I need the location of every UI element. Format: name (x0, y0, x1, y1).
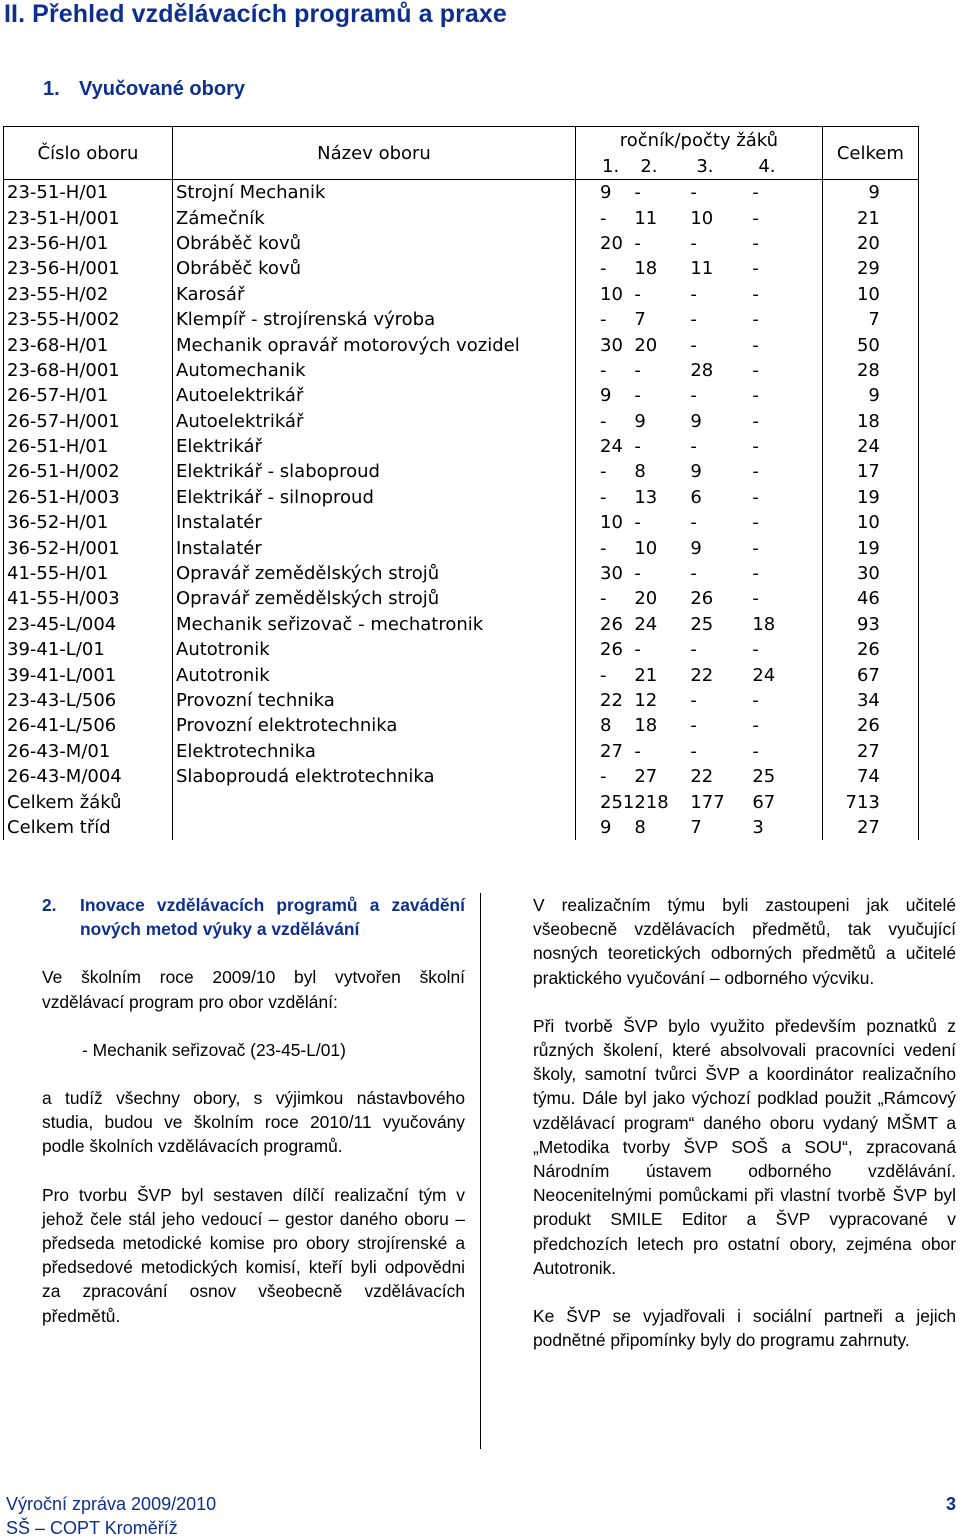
right-paragraph-1: V realizačním týmu byli zastoupeni jak učitelé všeobecně vzdělávacích předmětů, tak vyučující nosných teoretických odborných předmětů a učitelé praktického vyučování – odborného výcviku. (533, 895, 956, 988)
cell-year-2: 11 (634, 207, 658, 229)
header-year-1: 1. (576, 153, 635, 180)
cell-code: 23-51-H/01 (4, 180, 173, 206)
cell-year-2: 27 (634, 766, 658, 788)
cell-year-3: 10 (690, 207, 714, 229)
section-1-heading (43, 78, 245, 101)
table-row (4, 612, 919, 637)
cell-year-3: - (690, 232, 697, 254)
cell-year-3: - (690, 283, 697, 305)
table-row (4, 586, 919, 611)
cell-year-1: 10 (576, 282, 635, 307)
table-row (4, 358, 919, 383)
cell-year-4: - (752, 358, 822, 383)
cell-total: 7 (822, 307, 918, 332)
cell-year-4: 24 (752, 662, 822, 687)
cell-year-2: 218 (634, 791, 669, 813)
table-row (4, 282, 919, 307)
cell-name: Instalatér (173, 510, 576, 535)
table-row (4, 231, 919, 256)
cell-name: Elektrotechnika (173, 739, 576, 764)
cell-name: Provozní elektrotechnika (173, 713, 576, 738)
cell-year-4: - (752, 739, 822, 764)
cell-total: 46 (822, 586, 918, 611)
cell-year-3: 22 (690, 664, 714, 686)
cell-total: 24 (822, 434, 918, 459)
cell-name: Slaboproudá elektrotechnika (173, 764, 576, 789)
cell-total: 10 (822, 282, 918, 307)
table-row (4, 434, 919, 459)
table-row (4, 662, 919, 687)
section-1-title: Vyučované obory (79, 78, 245, 100)
cell-year-2: 20 (634, 588, 658, 610)
table-row (4, 485, 919, 510)
cell-year-2: 18 (634, 258, 658, 280)
footer-school-name: SŠ – COPT Kroměříž (6, 1518, 178, 1538)
cell-code: 23-43-L/506 (4, 688, 173, 713)
cell-year-4: - (752, 434, 822, 459)
cell-year-2: 8 (634, 816, 646, 838)
cell-total: 18 (822, 409, 918, 434)
cell-name: Mechanik opravář motorových vozidel (173, 332, 576, 357)
cell-code: 23-56-H/001 (4, 256, 173, 281)
cell-year-3: - (690, 309, 697, 331)
cell-code: 26-41-L/506 (4, 713, 173, 738)
cell-name: Autotronik (173, 662, 576, 687)
cell-year-2: 20 (634, 334, 658, 356)
cell-year-1: - (576, 586, 635, 611)
table-row (4, 789, 919, 814)
cell-year-1: 30 (576, 561, 635, 586)
cell-code: Celkem žáků (4, 789, 173, 814)
table-row (4, 637, 919, 662)
cell-code: 26-51-H/002 (4, 459, 173, 484)
cell-name: Elektrikář (173, 434, 576, 459)
cell-year-2: - (634, 283, 641, 305)
cell-year-4: 3 (752, 815, 822, 840)
cell-year-3: 7 (690, 816, 702, 838)
cell-year-3: - (690, 334, 697, 356)
cell-year-4: - (752, 332, 822, 357)
cell-year-1: 24 (576, 434, 635, 459)
cell-code: Celkem tříd (4, 815, 173, 840)
cell-code: 39-41-L/001 (4, 662, 173, 687)
cell-year-3: 9 (690, 537, 702, 559)
cell-year-2: 12 (634, 690, 658, 711)
cell-year-4: - (752, 205, 822, 230)
cell-year-1: - (576, 256, 635, 281)
cell-code: 23-55-H/002 (4, 307, 173, 332)
cell-name: Provozní technika (173, 688, 576, 713)
cell-code: 26-57-H/001 (4, 409, 173, 434)
cell-year-2: - (634, 232, 641, 254)
cell-name: Autoelektrikář (173, 409, 576, 434)
cell-name: Obráběč kovů (173, 231, 576, 256)
cell-name (173, 815, 576, 840)
cell-code: 23-51-H/001 (4, 205, 173, 230)
cell-total: 27 (822, 739, 918, 764)
cell-year-2: 13 (634, 486, 658, 508)
cell-name: Autoelektrikář (173, 383, 576, 408)
table-row (4, 688, 919, 713)
header-years-group: ročník/počty žáků (576, 127, 823, 154)
cell-year-4: - (752, 535, 822, 560)
table-row (4, 739, 919, 764)
cell-year-4: 18 (752, 612, 822, 637)
table-row (4, 409, 919, 434)
cell-year-1: 26 (576, 612, 635, 637)
table-row (4, 815, 919, 840)
cell-year-3: - (690, 715, 697, 737)
header-year-2: 2. (634, 153, 690, 180)
cell-code: 26-57-H/01 (4, 383, 173, 408)
cell-year-3: - (690, 740, 697, 762)
cell-year-1: - (576, 764, 635, 789)
cell-year-4: 67 (752, 789, 822, 814)
cell-year-4: - (752, 637, 822, 662)
cell-year-1: - (576, 205, 635, 230)
page-number: 3 (945, 1494, 956, 1514)
cell-year-2: - (634, 359, 641, 381)
cell-code: 23-68-H/001 (4, 358, 173, 383)
cell-year-3: - (690, 563, 697, 585)
footer-report-title: Výroční zpráva 2009/2010 (6, 1494, 217, 1514)
cell-total: 19 (822, 485, 918, 510)
cell-year-4: - (752, 459, 822, 484)
cell-code: 23-68-H/01 (4, 332, 173, 357)
cell-year-4: - (752, 307, 822, 332)
column-divider (480, 893, 481, 1449)
table-row (4, 383, 919, 408)
cell-name: Karosář (173, 282, 576, 307)
cell-year-1: - (576, 662, 635, 687)
header-year-4: 4. (752, 153, 822, 180)
page-title: II. Přehled vzdělávacích programů a praxe (4, 0, 507, 28)
cell-total: 17 (822, 459, 918, 484)
cell-year-2: 24 (634, 613, 658, 635)
cell-name: Elektrikář - silnoproud (173, 485, 576, 510)
cell-year-2: 9 (634, 410, 646, 432)
cell-year-1: 27 (576, 739, 635, 764)
programs-table-container (3, 126, 919, 840)
cell-name: Strojní Mechanik (173, 180, 576, 206)
cell-code: 41-55-H/003 (4, 586, 173, 611)
page-footer (6, 1492, 956, 1540)
cell-year-3: 25 (690, 613, 714, 635)
table-row (4, 510, 919, 535)
cell-code: 26-43-M/004 (4, 764, 173, 789)
section-2-number: 2. (42, 895, 57, 915)
cell-year-4: - (752, 409, 822, 434)
cell-total: 9 (822, 180, 918, 206)
cell-code: 23-45-L/004 (4, 612, 173, 637)
cell-total: 26 (822, 713, 918, 738)
cell-year-4: - (752, 688, 822, 713)
cell-total: 27 (822, 815, 918, 840)
table-row (4, 205, 919, 230)
cell-year-3: 9 (690, 461, 702, 483)
cell-year-3: - (690, 512, 697, 534)
cell-name (173, 789, 576, 814)
cell-year-1: 10 (576, 510, 635, 535)
cell-year-4: - (752, 383, 822, 408)
cell-year-4: - (752, 485, 822, 510)
cell-year-3: - (690, 182, 697, 204)
cell-total: 50 (822, 332, 918, 357)
section-2-heading (42, 893, 465, 941)
cell-year-1: 8 (576, 713, 635, 738)
cell-year-1: 20 (576, 231, 635, 256)
cell-name: Klempíř - strojírenská výroba (173, 307, 576, 332)
cell-year-1: 9 (576, 815, 635, 840)
cell-name: Autotronik (173, 637, 576, 662)
table-row (4, 764, 919, 789)
cell-total: 20 (822, 231, 918, 256)
cell-total: 29 (822, 256, 918, 281)
cell-name: Mechanik seřizovač - mechatronik (173, 612, 576, 637)
cell-year-2: 7 (634, 309, 646, 331)
cell-total: 26 (822, 637, 918, 662)
cell-code: 26-51-H/003 (4, 485, 173, 510)
table-row (4, 535, 919, 560)
cell-code: 36-52-H/01 (4, 510, 173, 535)
cell-year-1: 26 (576, 637, 635, 662)
cell-code: 26-43-M/01 (4, 739, 173, 764)
right-column (533, 893, 956, 1352)
cell-year-2: 21 (634, 664, 658, 686)
cell-year-2: 8 (634, 461, 646, 483)
cell-year-2: - (634, 639, 641, 661)
header-year-3: 3. (690, 153, 752, 180)
right-paragraph-2: Při tvorbě ŠVP bylo využito především poznatků z různých školení, které absolvovali pracovníci vedení školy, samotní tvůrci ŠVP a koordinátor realizačního týmu. Dále byl jako výchozí podklad použit „Rámcový vzdělávací program“ daného oboru vydaný MŠMT a „Metodika tvorby ŠVP SOŠ a SOU“, zpracovaná Národním ústavem odborného vzdělávání. Neocenitelnými pomůckami při vlastní tvorbě ŠVP byl produkt SMILE Editor a ŠVP vypracované v předchozích letech pro ostatní obory, zejména obor Autotronik. (533, 1015, 956, 1278)
cell-year-4: - (752, 510, 822, 535)
cell-code: 39-41-L/01 (4, 637, 173, 662)
right-paragraph-3: Ke ŠVP se vyjadřovali i sociální partneři a jejich podnětné připomínky byly do programu zahrnuty. (533, 1306, 956, 1351)
table-row (4, 256, 919, 281)
cell-year-3: 28 (690, 359, 714, 381)
table-row (4, 332, 919, 357)
table-row (4, 307, 919, 332)
cell-total: 19 (822, 535, 918, 560)
cell-year-1: - (576, 358, 635, 383)
cell-year-1: 251 (576, 789, 635, 814)
cell-year-2: - (634, 436, 641, 458)
cell-year-1: 9 (576, 180, 635, 206)
header-code: Číslo oboru (4, 127, 173, 180)
section-2-title: Inovace vzdělávacích programů a zavádění nových metod výuky a vzdělávání (80, 895, 465, 940)
programs-table (3, 126, 919, 840)
table-row (4, 713, 919, 738)
section-1-number: 1. (43, 78, 60, 100)
cell-year-1: - (576, 409, 635, 434)
cell-code: 41-55-H/01 (4, 561, 173, 586)
cell-year-3: - (690, 385, 697, 407)
cell-year-4: 25 (752, 764, 822, 789)
cell-year-1: 9 (576, 383, 635, 408)
cell-year-1: - (576, 307, 635, 332)
cell-year-1: - (576, 459, 635, 484)
cell-year-3: 177 (690, 791, 725, 813)
left-paragraph-4: Pro tvorbu ŠVP byl sestaven dílčí realizační tým v jehož čele stál jeho vedoucí – gestor daného oboru – předseda metodické komise pro obory strojírenské a předsedové metodických komisí, kteří byli odpovědni za zpracování osnov všeobecně vzdělávacích předmětů. (42, 1184, 465, 1326)
cell-year-2: - (634, 512, 641, 534)
cell-year-1: 22 (576, 688, 635, 713)
cell-year-1: - (576, 485, 635, 510)
cell-year-1: - (576, 535, 635, 560)
cell-name: Opravář zemědělských strojů (173, 561, 576, 586)
cell-total: 10 (822, 510, 918, 535)
cell-total: 30 (822, 561, 918, 586)
cell-total: 74 (822, 764, 918, 789)
cell-year-3: 26 (690, 588, 714, 610)
cell-year-2: - (634, 385, 641, 407)
table-row (4, 180, 919, 206)
cell-year-3: 11 (690, 258, 714, 280)
cell-name: Instalatér (173, 535, 576, 560)
cell-year-3: 6 (690, 486, 702, 508)
cell-year-3: - (690, 690, 697, 711)
cell-name: Automechanik (173, 358, 576, 383)
cell-name: Elektrikář - slaboproud (173, 459, 576, 484)
left-paragraph-1: Ve školním roce 2009/10 byl vytvořen školní vzdělávací program pro obor vzdělání: (42, 967, 465, 1012)
cell-year-2: 18 (634, 715, 658, 737)
cell-year-4: - (752, 256, 822, 281)
cell-year-4: - (752, 561, 822, 586)
cell-total: 67 (822, 662, 918, 687)
cell-total: 9 (822, 383, 918, 408)
cell-year-1: 30 (576, 332, 635, 357)
cell-year-3: 22 (690, 766, 714, 788)
cell-year-4: - (752, 180, 822, 206)
left-paragraph-2: - Mechanik seřizovač (23-45-L/01) (82, 1039, 346, 1060)
cell-name: Obráběč kovů (173, 256, 576, 281)
header-name: Název oboru (173, 127, 576, 180)
cell-year-2: 10 (634, 537, 658, 559)
cell-code: 36-52-H/001 (4, 535, 173, 560)
cell-year-3: - (690, 436, 697, 458)
cell-year-2: - (634, 740, 641, 762)
cell-year-3: - (690, 639, 697, 661)
cell-total: 93 (822, 612, 918, 637)
cell-total: 34 (822, 688, 918, 713)
cell-year-4: - (752, 231, 822, 256)
cell-total: 28 (822, 358, 918, 383)
cell-name: Opravář zemědělských strojů (173, 586, 576, 611)
left-column (42, 893, 465, 1328)
cell-code: 23-56-H/01 (4, 231, 173, 256)
cell-name: Zámečník (173, 205, 576, 230)
table-row (4, 561, 919, 586)
cell-year-4: - (752, 713, 822, 738)
header-total: Celkem (822, 127, 918, 180)
cell-year-2: - (634, 182, 641, 204)
table-row (4, 459, 919, 484)
cell-year-3: 9 (690, 410, 702, 432)
cell-year-2: - (634, 563, 641, 585)
left-paragraph-3: a tudíž všechny obory, s výjimkou nástavbového studia, budou ve školním roce 2010/11 vyučovány podle školních vzdělávacích programů. (42, 1088, 465, 1157)
cell-total: 21 (822, 205, 918, 230)
cell-year-4: - (752, 282, 822, 307)
cell-code: 23-55-H/02 (4, 282, 173, 307)
cell-code: 26-51-H/01 (4, 434, 173, 459)
table-body (4, 180, 919, 841)
cell-year-4: - (752, 586, 822, 611)
cell-total: 713 (822, 789, 918, 814)
